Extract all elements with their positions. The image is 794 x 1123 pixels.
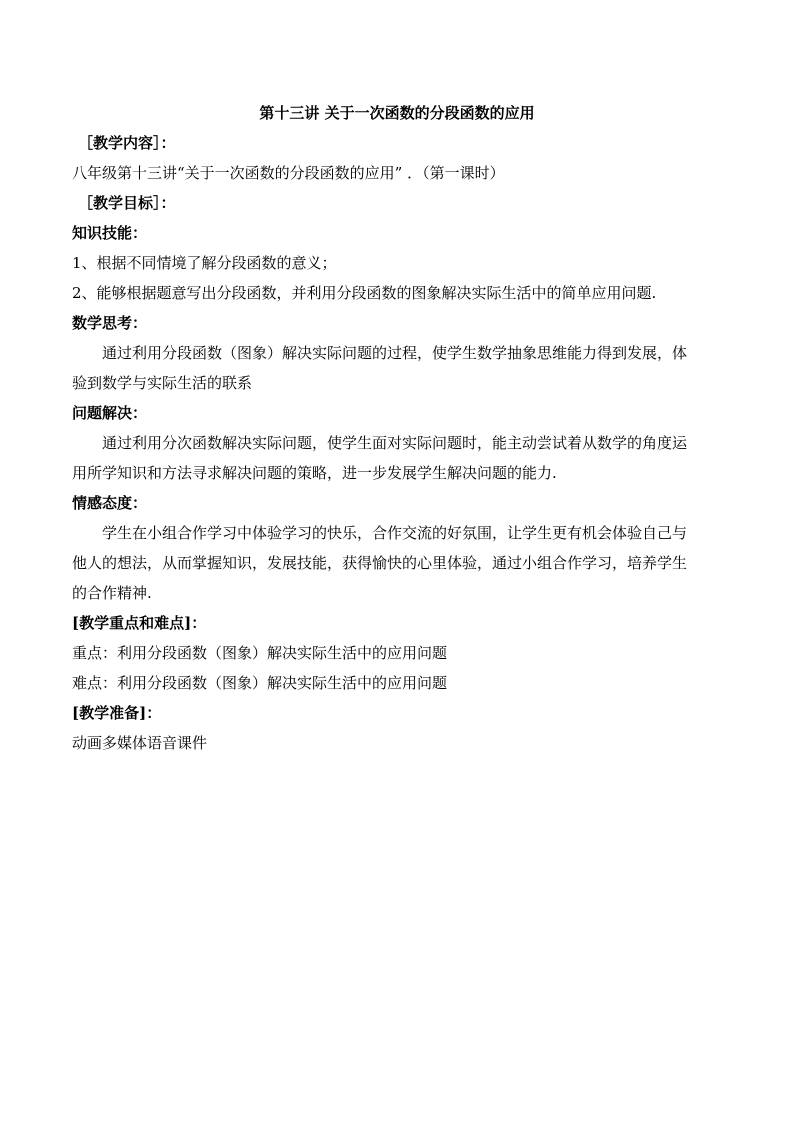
- preparation-text: 动画多媒体语音课件: [72, 734, 208, 752]
- content-heading: ［教学内容］：: [78, 134, 176, 152]
- attitude-line-1: 学生在小组合作学习中体验学习的快乐，合作交流的好氛围，让学生更有机会体验自己与: [102, 524, 688, 542]
- attitude-heading: 情感态度：: [72, 494, 148, 512]
- problem-heading: 问题解决：: [72, 404, 148, 422]
- thinking-heading: 数学思考：: [72, 314, 148, 332]
- keypoints-difficulty: 难点：利用分段函数（图象）解决实际生活中的应用问题: [72, 674, 448, 692]
- keypoints-focus: 重点：利用分段函数（图象）解决实际生活中的应用问题: [72, 644, 448, 662]
- preparation-heading: [教学准备]：: [72, 704, 162, 722]
- thinking-line-2: 验到数学与实际生活的联系: [72, 374, 253, 392]
- attitude-line-3: 的合作精神.: [72, 584, 152, 602]
- content-text: 八年级第十三讲“关于一次函数的分段函数的应用” ．（第一课时）: [72, 164, 505, 182]
- knowledge-item-1: 1、根据不同情境了解分段函数的意义；: [72, 254, 337, 272]
- knowledge-item-2: 2、能够根据题意写出分段函数，并利用分段函数的图象解决实际生活中的简单应用问题.: [72, 284, 657, 302]
- problem-line-2: 用所学知识和方法寻求解决问题的策略，进一步发展学生解决问题的能力.: [72, 464, 557, 482]
- keypoints-heading: [教学重点和难点]：: [72, 614, 207, 632]
- objectives-heading: ［教学目标］：: [78, 194, 176, 212]
- attitude-line-2: 他人的想法，从而掌握知识，发展技能，获得愉快的心里体验，通过小组合作学习，培养学生: [72, 554, 688, 572]
- thinking-line-1: 通过利用分段函数（图象）解决实际问题的过程，使学生数学抽象思维能力得到发展，体: [102, 344, 688, 362]
- document-page: [72, 98, 722, 758]
- document-title: 第十三讲 关于一次函数的分段函数的应用: [259, 104, 535, 122]
- problem-line-1: 通过利用分次函数解决实际问题，使学生面对实际问题时，能主动尝试着从数学的角度运: [102, 434, 688, 452]
- knowledge-heading: 知识技能：: [72, 224, 148, 242]
